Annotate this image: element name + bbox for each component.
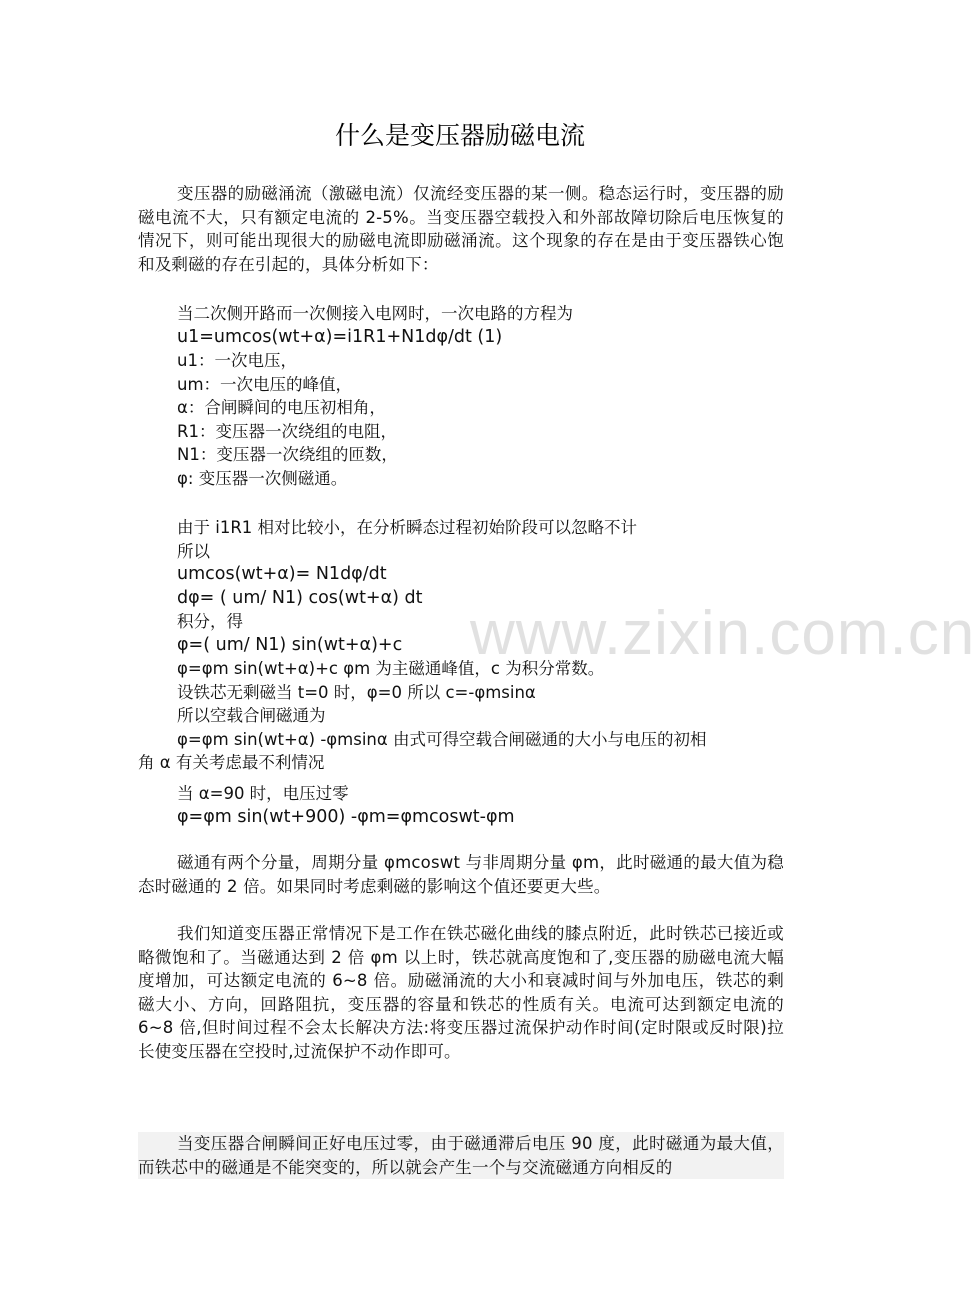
document-title: 什么是变压器励磁电流 xyxy=(334,121,585,150)
equation-line: φ=φm sin(wt+α)+c φm 为主磁通峰值，c 为积分常数。 xyxy=(177,659,605,678)
text-line: 当 α=90 时，电压过零 xyxy=(177,784,349,803)
equation-line: umcos(wt+α)= N1dφ/dt xyxy=(177,564,387,584)
paragraph-intro: 变压器的励磁涌流（激磁电流）仅流经变压器的某一侧。稳态运行时，变压器的励磁电流不大，只有额定电流的 2-5%。当变压器空载投入和外部故障切除后电压恢复的情况下，则可能出现很大的励磁电流即励磁涌流。这个现象的存在是由于变压器铁心饱和及剩磁的存在引起的，具体分析如下： xyxy=(138,184,784,274)
paragraph-components: 磁通有两个分量，周期分量 φmcoswt 与非周期分量 φm，此时磁通的最大值为稳态时磁通的 2 倍。如果同时考虑剩磁的影响这个值还要更大些。 xyxy=(138,853,784,896)
text-line: 所以 xyxy=(177,541,210,561)
definition-line: α：合闸瞬间的电压初相角， xyxy=(177,398,386,417)
definition-line: u1：一次电压， xyxy=(177,351,297,370)
equation-line: φ=φm sin(wt+900) -φm=φmcoswt-φm xyxy=(177,806,515,827)
text-line: 所以空载合闸磁通为 xyxy=(177,706,326,725)
equation-block-3 xyxy=(177,782,787,829)
equation-block-1 xyxy=(177,302,787,490)
text-line: 当二次侧开路而一次侧接入电网时，一次电路的方程为 xyxy=(177,304,573,323)
wrapped-line: 角 α 有关考虑最不利情况 xyxy=(138,753,325,772)
text-line: 积分，得 xyxy=(177,612,243,631)
definition-line: φ: 变压器一次侧磁通。 xyxy=(177,468,348,488)
paragraph-closing: 当变压器合闸瞬间正好电压过零，由于磁通滞后电压 90 度，此时磁通为最大值，而铁芯中的磁通是不能突变的，所以就会产生一个与交流磁通方向相反的 xyxy=(138,1132,784,1179)
watermark: www.zixin.com.cn xyxy=(470,599,975,668)
text-line: 由于 i1R1 相对比较小，在分析瞬态过程初始阶段可以忽略不计 xyxy=(177,518,638,537)
paragraph-saturation: 我们知道变压器正常情况下是工作在铁芯磁化曲线的膝点附近，此时铁芯已接近或略微饱和了。当磁通达到 2 倍 φm 以上时，铁芯就高度饱和了,变压器的励磁电流大幅度增加，可达额定电流的 6~8 倍。励磁涌流的大小和衰减时间与外加电压，铁芯的剩磁大小、方向，回路阻抗，变压器的容量和铁芯的性质有关。电流可达到额定电流的 6~8 倍,但时间过程不会太长解决方法:将变压器过流保护动作时间(定时限或反时限)拉长使变压器在空投时,过流保护不动作即可。 xyxy=(138,924,784,1061)
equation-line: φ=φm sin(wt+α) -φmsinα 由式可得空载合闸磁通的大小与电压的初相 xyxy=(177,729,707,749)
definition-line: N1：变压器一次绕组的匝数， xyxy=(177,445,398,464)
equation-block-2 xyxy=(177,516,787,751)
equation-line: 设铁芯无剩磁当 t=0 时，φ=0 所以 c=-φmsinα xyxy=(177,682,536,702)
equation-line: φ=( um/ N1) sin(wt+α)+c xyxy=(177,634,403,655)
equation-line: u1=umcos(wt+α)=i1R1+N1dφ/dt (1) xyxy=(177,326,503,347)
equation-line: dφ= ( um/ N1) cos(wt+α) dt xyxy=(177,587,423,608)
definition-line: um：一次电压的峰值， xyxy=(177,374,353,394)
definition-line: R1：变压器一次绕组的电阻， xyxy=(177,421,397,441)
